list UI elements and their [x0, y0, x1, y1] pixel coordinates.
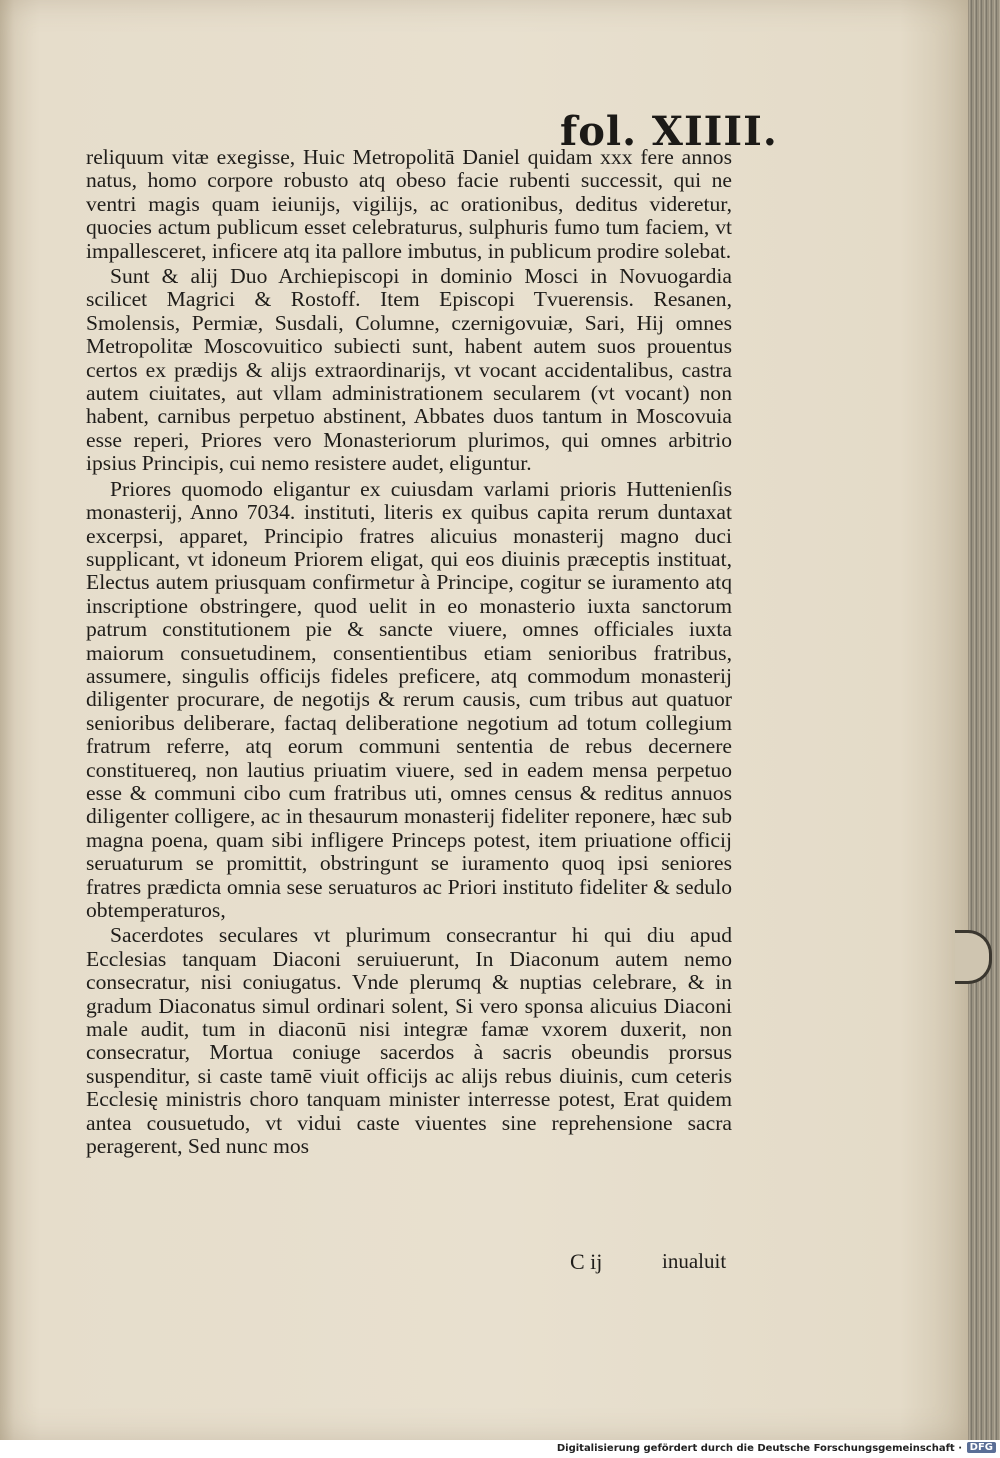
signature-mark: C ij — [570, 1249, 603, 1274]
digitization-footer — [0, 1440, 1000, 1458]
dfg-logo-icon: DFG — [967, 1442, 996, 1453]
folio-number: fol. XIIII. — [560, 108, 778, 155]
paragraph-2: Sunt & alij Duo Archiepiscopi in dominio Mosci in Novuogardia scilicet Magrici & Rostoff. Item Episcopi Tvuerensis. Resanen, Smolensis, Permiæ, Susdali, Columne, czernigovuiæ, Sari, Hij omnes Metropolitæ Moscovuitico subiecti sunt, habent autem suos prouentus certos ex prædijs & alijs extraordinarijs, vt vocant accidentalibus, castra autem ciuitates, aut vllam administrationem secularem (vt vocant) non habent, carnibus perpetuo abstinent, Abbates duos tantum in Moscovuia esse reperi, Priores vero Monasteriorum plurimos, qui omnes arbitrio ipsius Principis, cui nemo resistere audet, eliguntur. — [86, 264, 732, 476]
paragraph-4: Sacerdotes seculares vt plurimum consecrantur hi qui diu apud Ecclesias tanquam Diaconi seruiuerunt, In Diaconum autem nemo consecratur, nisi coniugatus. Vnde plerumq & nuptias celebrare, & in gradum Diaconatus simul ordinari solent, Si vero sponsa alicuius Diaconi male audit, tum in diaconū nisi integræ famæ vxorem duxerit, non consecratur, Mortua coniuge sacerdos à sacris obeundis prorsus suspenditur, si caste tamē viuit officijs ac alijs rebus diuinis, cum ceteris Ecclesię ministris choro tanquam minister interresse potest, Erat quidem antea cousuetudo, vt vidui caste viuentes sine reprehensione sacra peragerent, Sed nunc mos — [86, 923, 732, 1159]
footer-credit: Digitalisierung gefördert durch die Deutsche Forschungsgemeinschaft · — [556, 1443, 962, 1454]
page-stack-edge — [968, 0, 1000, 1440]
paragraph-1: reliquum vitæ exegisse, Huic Metropolitā Daniel quidam xxx fere annos natus, homo corpore robusto atq obeso facie rubenti successit, qui ne ventri magis quam ieiunijs, vigilijs, ac orationibus, deditus videretur, quocies actum publicum esset celebraturus, sulphuris fumo tum faciem, vt impallesceret, inficere atq ita pallore imbutus, in publicum prodire solebat. — [86, 145, 732, 263]
paragraph-3: Priores quomodo eligantur ex cuiusdam varlami prioris Huttenienſis monasterij, Anno 7034. instituti, literis ex quibus capita rerum duntaxat excerpsi, apparet, Principio fratres alicuius monasterij magno duci supplicant, vt idoneum Priorem eligat, qui eos diuinis præceptis instituat, Electus autem priusquam confirmetur à Principe, cogitur se iuramento atq inscriptione obstringere, quod uelit in eo monasterio iuxta sanctorum patrum constitutionem pie & sancte viuere, omnes officiales iuxta maiorum consuetudinem, consentientibus etiam senioribus fratribus, assumere, singulis officijs fideles preficere, atq commodum monasterij diligenter procurare, de negotijs & rerum causis, cum tribus aut quatuor senioribus deliberare, factaq deliberatione negotium ad totum collegium fratrum referre, atq eorum communi sententia de rebus decernere constituereq, non lautius priuatim viuere, sed in eadem mensa perpetuo esse & communi cibo cum fratribus uti, omnes census & reditus annuos diligenter colligere, ac in thesaurum monasterij fideliter reponere, hæc sub magna poena, quam sibi infligere Princeps potest, item priuatione officij seruaturum se promittit, obstringunt se iuramento quoq ipsi seniores fratres prædicta omnia sese seruaturos ac Priori instituto fideliter & sedulo obtemperaturos, — [86, 476, 732, 922]
main-text-block — [86, 146, 732, 1158]
catchword: inualuit — [662, 1249, 727, 1273]
